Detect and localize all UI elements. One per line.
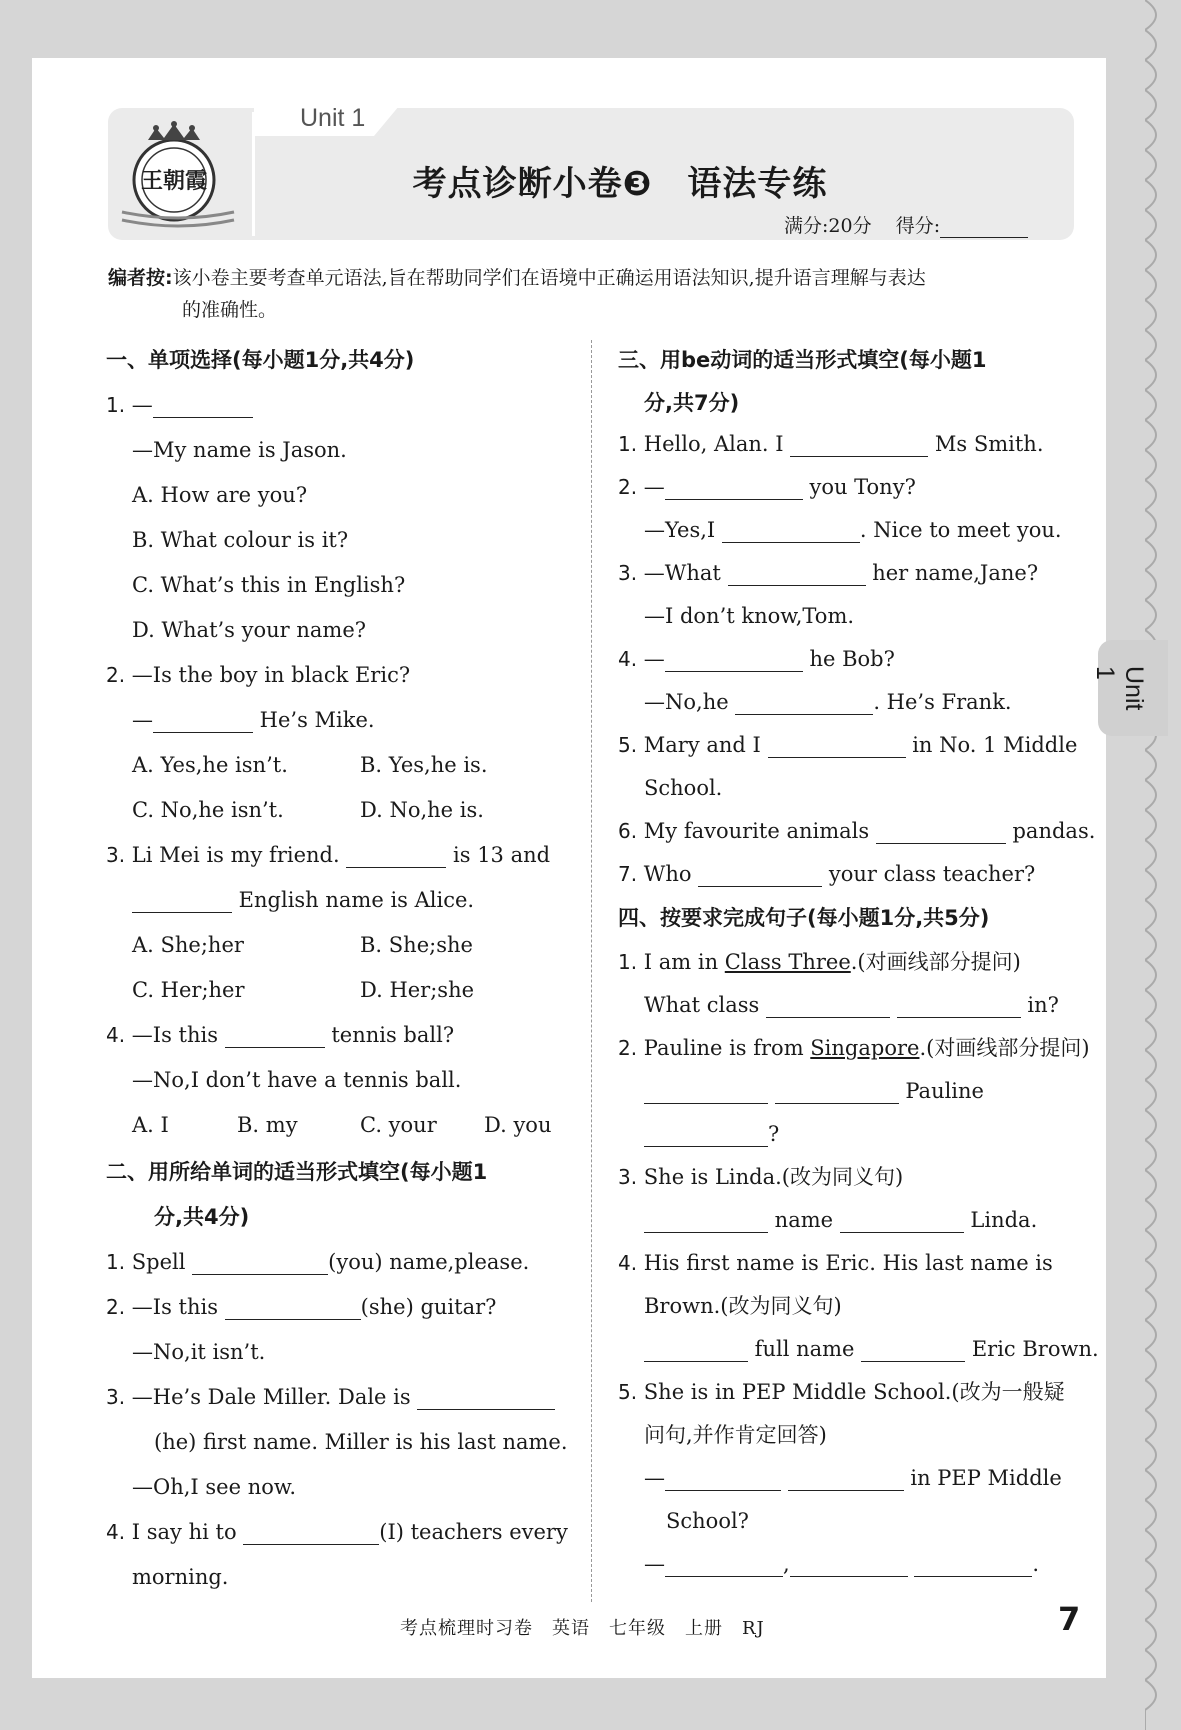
options-row [106,1103,576,1148]
footer-text: 考点梳理时习卷 英语 七年级 上册 RJ [400,1618,765,1639]
options-row [106,743,576,788]
part3-q4: 4. — he Bob? [618,647,895,671]
answer-line: — , . [644,1552,1040,1576]
part3-q2: 2. — you Tony? [618,475,916,499]
option-b: B. What colour is it? [132,528,349,552]
answer-blank[interactable] [132,886,232,913]
answer-blank[interactable] [897,991,1021,1018]
answer-blank[interactable] [876,817,1006,844]
logo-emblem-icon [118,116,238,234]
answer-blank[interactable] [192,1248,328,1275]
answer-blank[interactable] [644,1077,768,1104]
option-a: A. Yes,he isn’t. [132,753,288,777]
option-d: D. What’s your name? [132,618,367,642]
question-line: English name is Alice. [106,878,576,923]
answer-line: full name Eric Brown. [618,1328,1076,1371]
unit-side-tab: Unit 1 [1098,640,1168,736]
answer-blank[interactable] [840,1206,964,1233]
question-line: School. [644,776,723,800]
wavy-edge [1145,0,1167,1730]
note-label: 编者按: [108,267,173,289]
option-b: B. my [237,1113,298,1137]
page-number: 7 [1058,1600,1081,1638]
answer-blank[interactable] [665,473,803,500]
part3-title: 三、用be动词的适当形式填空(每小题1 [618,348,987,372]
answer-blank[interactable] [735,688,873,715]
question-line: Brown.(改为同义句) [644,1294,842,1318]
option-c: C. Her;her [132,978,245,1002]
option-b: B. She;she [360,933,473,957]
answer-blank[interactable] [728,559,866,586]
answer-blank[interactable] [225,1021,325,1048]
dialog-line: —My name is Jason. [132,438,347,462]
option-b: B. Yes,he is. [360,753,488,777]
question-line: morning. [132,1565,229,1589]
answer-blank[interactable] [788,1464,904,1491]
part1-q2: 2. —Is the boy in black Eric? [106,663,411,687]
option-c: C. your [360,1113,437,1137]
right-column [618,338,1099,1586]
answer-line: What class in? [644,993,1059,1017]
part4-q1: 1. I am in Class Three.(对画线部分提问) [618,950,1021,974]
answer-blank[interactable] [346,841,446,868]
part4-title: 四、按要求完成句子(每小题1分,共5分) [618,906,990,930]
dialog-line: —No,he . He’s Frank. [644,690,1012,714]
answer-line: Pauline [618,1070,1076,1113]
answer-blank[interactable] [698,860,822,887]
option-c: C. No,he isn’t. [132,798,284,822]
answer-blank[interactable] [225,1293,361,1320]
score-label: 得分: [895,215,941,237]
answer-line: name Linda. [618,1199,1076,1242]
options-row [106,968,576,1013]
question-line: 问句,并作肯定回答) [644,1423,827,1447]
option-a: A. I [132,1113,169,1137]
score-blank[interactable] [940,219,1028,238]
part2-q1: 1. Spell (you) name,please. [106,1250,530,1274]
option-a: A. She;her [132,933,244,957]
answer-blank[interactable] [153,706,253,733]
dialog-line: — He’s Mike. [132,708,375,732]
dialog-line: —No,I don’t have a tennis ball. [132,1068,462,1092]
dialog-line: —Oh,I see now. [132,1475,297,1499]
answer-blank[interactable] [722,516,860,543]
options-row [106,788,576,833]
part3-q7: 7. Who your class teacher? [618,862,1036,886]
left-column [106,338,576,1600]
part3-q6: 6. My favourite animals pandas. [618,819,1096,843]
page-title: 考点诊断小卷❸ 语法专练 [412,164,828,204]
options-row [106,923,576,968]
part2-title-cont: 分,共4分) [154,1205,250,1229]
answer-blank[interactable] [665,1464,781,1491]
answer-line: — in PEP Middle [644,1466,1062,1490]
answer-line: ? [618,1113,1076,1156]
part2-title: 二、用所给单词的适当形式填空(每小题1 [106,1160,488,1184]
answer-blank[interactable] [790,430,928,457]
full-score: 满分:20分 [784,215,872,237]
answer-blank[interactable] [790,1550,908,1577]
dialog-line: —No,it isn’t. [132,1340,266,1364]
option-c: C. What’s this in English? [132,573,406,597]
part2-q4: 4. I say hi to (I) teachers every [106,1520,568,1544]
question-line: School? [666,1509,749,1533]
answer-blank[interactable] [153,391,253,418]
answer-blank[interactable] [914,1550,1032,1577]
option-d: D. Her;she [360,978,475,1002]
score-line [784,211,1028,238]
part3-q3: 3. —What her name,Jane? [618,561,1039,585]
part2-q3: 3. —He’s Dale Miller. Dale is [106,1375,576,1420]
option-d: D. No,he is. [360,798,484,822]
answer-blank[interactable] [644,1206,768,1233]
answer-blank[interactable] [766,991,890,1018]
column-divider [591,340,592,1602]
editor-note [108,262,1078,326]
part4-q5: 5. She is in PEP Middle School.(改为一般疑 [618,1380,1065,1404]
part3-q1: 1. Hello, Alan. I Ms Smith. [618,432,1044,456]
part3-title-cont: 分,共7分) [644,391,740,415]
dialog-line: —Yes,I . Nice to meet you. [644,518,1062,542]
part1-q4: 4. —Is this tennis ball? [106,1023,455,1047]
note-line-1: 该小卷主要考查单元语法,旨在帮助同学们在语境中正确运用语法知识,提升语言理解与表达 [172,267,926,289]
part4-q3: 3. She is Linda.(改为同义句) [618,1165,904,1189]
dialog-line: —I don’t know,Tom. [644,604,855,628]
option-a: A. How are you? [132,483,308,507]
answer-blank[interactable] [644,1120,768,1147]
answer-blank[interactable] [768,731,906,758]
answer-blank[interactable] [665,1550,783,1577]
answer-blank[interactable] [243,1518,379,1545]
answer-blank[interactable] [644,1335,748,1362]
part3-q5: 5. Mary and I in No. 1 Middle [618,733,1078,757]
part4-q4: 4. His first name is Eric. His last name is [618,1251,1053,1275]
part1-title: 一、单项选择(每小题1分,共4分) [106,348,415,372]
answer-blank[interactable] [665,645,803,672]
unit-label: Unit 1 [300,104,366,132]
part2-q2: 2. —Is this (she) guitar? [106,1295,497,1319]
part1-q3: 3. Li Mei is my friend. is 13 and [106,843,551,867]
part4-q2: 2. Pauline is from Singapore.(对画线部分提问) [618,1036,1090,1060]
header-separator [252,112,255,236]
question-line: (he) first name. Miller is his last name. [154,1430,568,1454]
svg-text:王朝霞: 王朝霞 [140,168,208,194]
option-d: D. you [484,1113,552,1137]
answer-blank[interactable] [861,1335,965,1362]
answer-blank[interactable] [775,1077,899,1104]
note-line-2: 的准确性。 [182,299,278,321]
answer-blank[interactable] [417,1383,555,1410]
part1-q1: 1. — [106,383,576,428]
